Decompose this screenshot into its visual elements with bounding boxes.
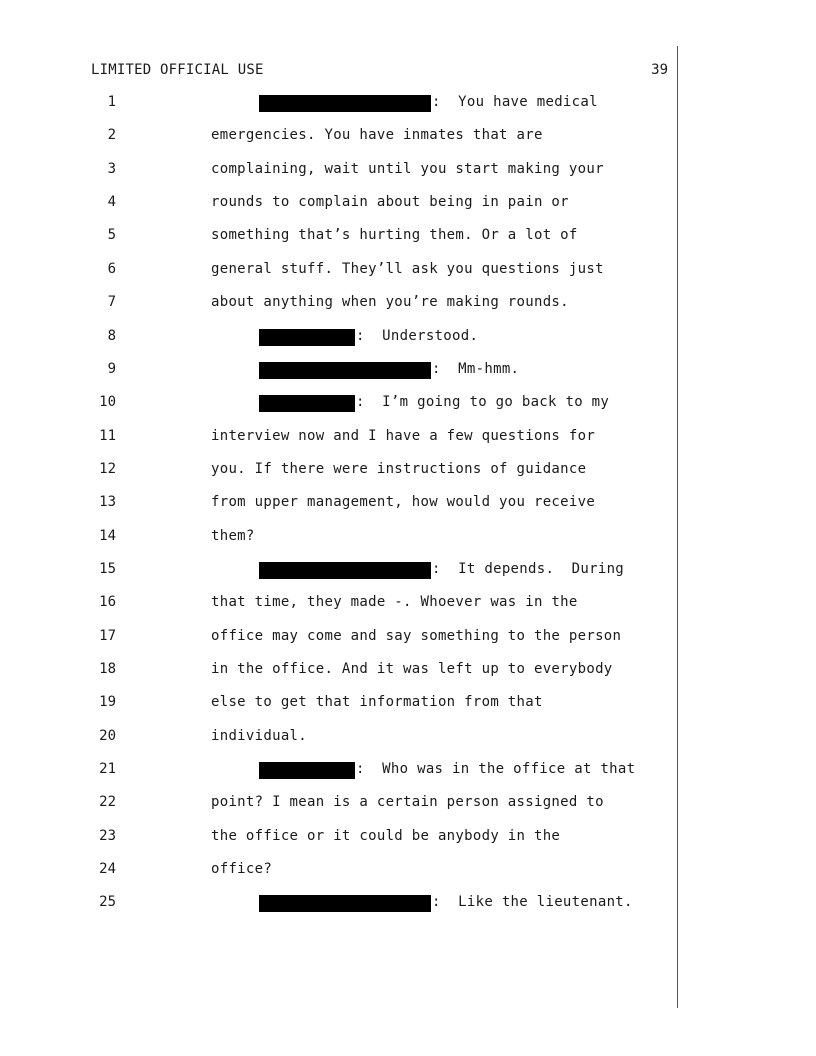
continuation-line-text: them? <box>211 527 255 544</box>
line-number: 7 <box>107 294 116 311</box>
transcript-line <box>0 127 700 147</box>
transcript-line <box>0 394 700 414</box>
continuation-line-text: the office or it could be anybody in the <box>211 827 561 844</box>
transcript-line <box>0 227 700 247</box>
transcript-line <box>0 161 700 181</box>
transcript-line <box>0 628 700 648</box>
transcript-line <box>0 561 700 581</box>
transcript-line <box>0 428 700 448</box>
line-number: 10 <box>99 394 116 411</box>
line-number: 19 <box>99 694 116 711</box>
continuation-line-text: else to get that information from that <box>211 694 543 711</box>
continuation-line-text: you. If there were instructions of guidance <box>211 460 587 477</box>
transcript-line <box>0 328 700 348</box>
continuation-line-text: that time, they made -. Whoever was in the <box>211 594 578 611</box>
continuation-line-text: individual. <box>211 727 308 744</box>
speaker-line-text: : It depends. During <box>432 560 625 577</box>
continuation-line-text: emergencies. You have inmates that are <box>211 127 543 144</box>
transcript-line <box>0 361 700 381</box>
line-number: 16 <box>99 594 116 611</box>
line-number: 25 <box>99 894 116 911</box>
line-number: 4 <box>107 194 116 211</box>
line-number: 23 <box>99 827 116 844</box>
continuation-line-text: point? I mean is a certain person assigned to <box>211 794 604 811</box>
speaker-line-text: : Understood. <box>356 327 479 344</box>
transcript-line <box>0 94 700 114</box>
line-number: 8 <box>107 327 116 344</box>
continuation-line-text: from upper management, how would you receive <box>211 494 596 511</box>
speaker-line-text: : Mm-hmm. <box>432 360 520 377</box>
transcript-line <box>0 894 700 914</box>
continuation-line-text: rounds to complain about being in pain or <box>211 194 569 211</box>
line-number: 20 <box>99 727 116 744</box>
redacted-speaker-name <box>259 762 355 779</box>
redacted-speaker-name <box>259 362 431 379</box>
line-number: 11 <box>99 427 116 444</box>
transcript-line <box>0 828 700 848</box>
speaker-line-text: : Who was in the office at that <box>356 761 636 777</box>
continuation-line-text: something that’s hurting them. Or a lot of <box>211 227 578 244</box>
transcript-line <box>0 594 700 614</box>
page-number: 39 <box>651 62 668 78</box>
redacted-speaker-name <box>259 895 431 912</box>
line-number: 6 <box>107 260 116 277</box>
line-number: 18 <box>99 661 116 677</box>
speaker-line-text: : You have medical <box>432 94 598 110</box>
transcript-line <box>0 194 700 214</box>
line-number: 5 <box>107 227 116 244</box>
speaker-line-text: : I’m going to go back to my <box>356 394 610 411</box>
speaker-line-text: : Like the lieutenant. <box>432 894 633 911</box>
transcript-line <box>0 761 700 781</box>
transcript-line <box>0 294 700 314</box>
line-number: 3 <box>107 160 116 177</box>
line-number: 15 <box>99 560 116 577</box>
line-number: 17 <box>99 627 116 644</box>
continuation-line-text: office? <box>211 861 273 878</box>
continuation-line-text: interview now and I have a few questions for <box>211 427 596 444</box>
continuation-line-text: about anything when you’re making rounds. <box>211 294 569 311</box>
redacted-speaker-name <box>259 95 431 112</box>
transcript-line <box>0 794 700 814</box>
transcript-line <box>0 728 700 748</box>
line-number: 22 <box>99 794 116 811</box>
transcript-line <box>0 694 700 714</box>
line-number: 9 <box>107 360 116 377</box>
continuation-line-text: office may come and say something to the person <box>211 627 622 644</box>
line-number: 21 <box>99 761 116 777</box>
transcript-line <box>0 461 700 481</box>
transcript-line <box>0 494 700 514</box>
line-number: 14 <box>99 527 116 544</box>
transcript-line <box>0 661 700 681</box>
line-number: 12 <box>99 460 116 477</box>
transcript-line <box>0 528 700 548</box>
transcript-line <box>0 861 700 881</box>
classification-header: LIMITED OFFICIAL USE <box>91 62 264 78</box>
line-number: 24 <box>99 861 116 878</box>
redacted-speaker-name <box>259 329 355 346</box>
redacted-speaker-name <box>259 562 431 579</box>
continuation-line-text: in the office. And it was left up to everybody <box>211 661 613 677</box>
line-number: 2 <box>107 127 116 144</box>
continuation-line-text: general stuff. They’ll ask you questions just <box>211 260 604 277</box>
line-number: 1 <box>107 94 116 110</box>
redacted-speaker-name <box>259 395 355 412</box>
transcript-line <box>0 261 700 281</box>
continuation-line-text: complaining, wait until you start making your <box>211 160 604 177</box>
line-number: 13 <box>99 494 116 511</box>
